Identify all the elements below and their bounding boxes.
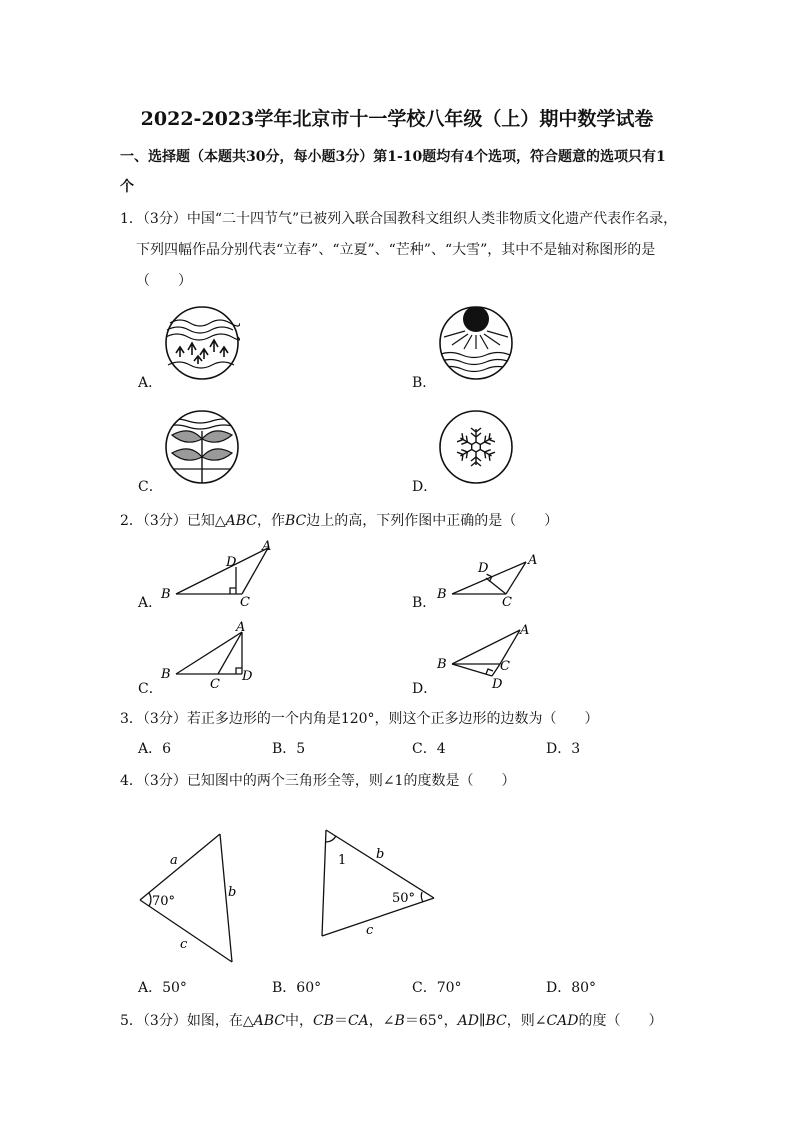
- q2c-label-d: D: [242, 669, 253, 684]
- q5-stem: 5．（3分）如图，在△ABC中，CB＝CA，∠B＝65°，AD∥BC，则∠CAD的度（ ）: [120, 1013, 663, 1029]
- q4-left-angle: 70°: [152, 894, 176, 909]
- q1-stem: 1．（3分）中国“二十四节气”已被列入联合国教科文组织人类非物质文化遗产代表作名录，: [120, 211, 678, 227]
- q1-paren: （ ）: [136, 273, 192, 289]
- q2-figure-d: [434, 620, 544, 692]
- q1-figure-daxue: [438, 409, 514, 485]
- section-heading: 一、选择题（本题共30分，每小题3分）第1-10题均有4个选项，符合题意的选项只有1: [120, 149, 666, 165]
- q1-option-b[interactable]: B．: [412, 375, 437, 391]
- q4-right-angle-2: 50°: [392, 891, 416, 906]
- q3-option-a[interactable]: A．6: [138, 741, 172, 757]
- q2-option-d[interactable]: D．: [412, 681, 438, 697]
- q4-option-b[interactable]: B．60°: [272, 980, 322, 996]
- q4-stem: 4．（3分）已知图中的两个三角形全等，则∠1的度数是（ ）: [120, 773, 516, 789]
- q2d-label-d: D: [492, 677, 503, 692]
- q2a-label-c: C: [240, 595, 250, 608]
- q4-left-side-c: c: [180, 937, 188, 952]
- q3-option-b[interactable]: B．5: [272, 741, 306, 757]
- q2-figure-a: [158, 536, 282, 608]
- q3-stem: 3．（3分）若正多边形的一个内角是120°，则这个正多边形的边数为（ ）: [120, 711, 599, 727]
- q2-option-a[interactable]: A．: [138, 595, 163, 611]
- q4-right-side-c: c: [366, 923, 374, 938]
- q4-right-side-b: b: [376, 847, 385, 862]
- q1-figure-mangzhong: [164, 409, 240, 485]
- q1-figure-lixia: [438, 305, 514, 381]
- q2b-label-d: D: [478, 561, 489, 576]
- q4-figure-right-triangle: [316, 822, 440, 942]
- q1-option-a[interactable]: A．: [138, 375, 163, 391]
- q4-option-c[interactable]: C．70°: [412, 980, 462, 996]
- q4-option-a[interactable]: A．50°: [138, 980, 187, 996]
- q2d-label-a: A: [520, 623, 530, 638]
- q1-option-c[interactable]: C．: [138, 479, 163, 495]
- q2c-label-b: B: [161, 667, 171, 682]
- q1-stem-cont: 下列四幅作品分别代表“立春”、“立夏”、“芒种”、“大雪”，其中不是轴对称图形的是: [136, 242, 656, 258]
- q2-figure-c: [158, 618, 266, 692]
- q2d-label-b: B: [437, 657, 447, 672]
- page-title: 2022-2023学年北京市十一学校八年级（上）期中数学试卷: [140, 108, 654, 130]
- q3-option-d[interactable]: D．3: [546, 741, 581, 757]
- q2a-label-b: B: [161, 587, 171, 602]
- q2d-label-c: C: [500, 659, 510, 674]
- q2b-label-a: A: [528, 553, 538, 568]
- section-heading-cont: 个: [120, 179, 134, 195]
- q1-figure-lichun: [164, 305, 240, 381]
- q2-option-b[interactable]: B．: [412, 595, 437, 611]
- q2-figure-b: [434, 550, 546, 612]
- q3-option-c[interactable]: C．4: [412, 741, 446, 757]
- q4-figure-left-triangle: [132, 826, 244, 968]
- q2a-label-a: A: [262, 539, 272, 554]
- q2b-label-c: C: [502, 595, 512, 610]
- q2c-label-c: C: [210, 677, 220, 692]
- q1-option-d[interactable]: D．: [412, 479, 438, 495]
- q4-right-angle-1: 1: [338, 853, 347, 868]
- q4-option-d[interactable]: D．80°: [546, 980, 597, 996]
- q2b-label-b: B: [437, 587, 447, 602]
- q2a-label-d: D: [226, 555, 237, 570]
- q2-option-c[interactable]: C．: [138, 681, 163, 697]
- q4-left-side-a: a: [170, 853, 178, 868]
- q4-left-side-b: b: [228, 885, 237, 900]
- q2-stem: 2．（3分）已知△ABC，作BC边上的高，下列作图中正确的是（ ）: [120, 513, 559, 529]
- q2c-label-a: A: [236, 620, 246, 635]
